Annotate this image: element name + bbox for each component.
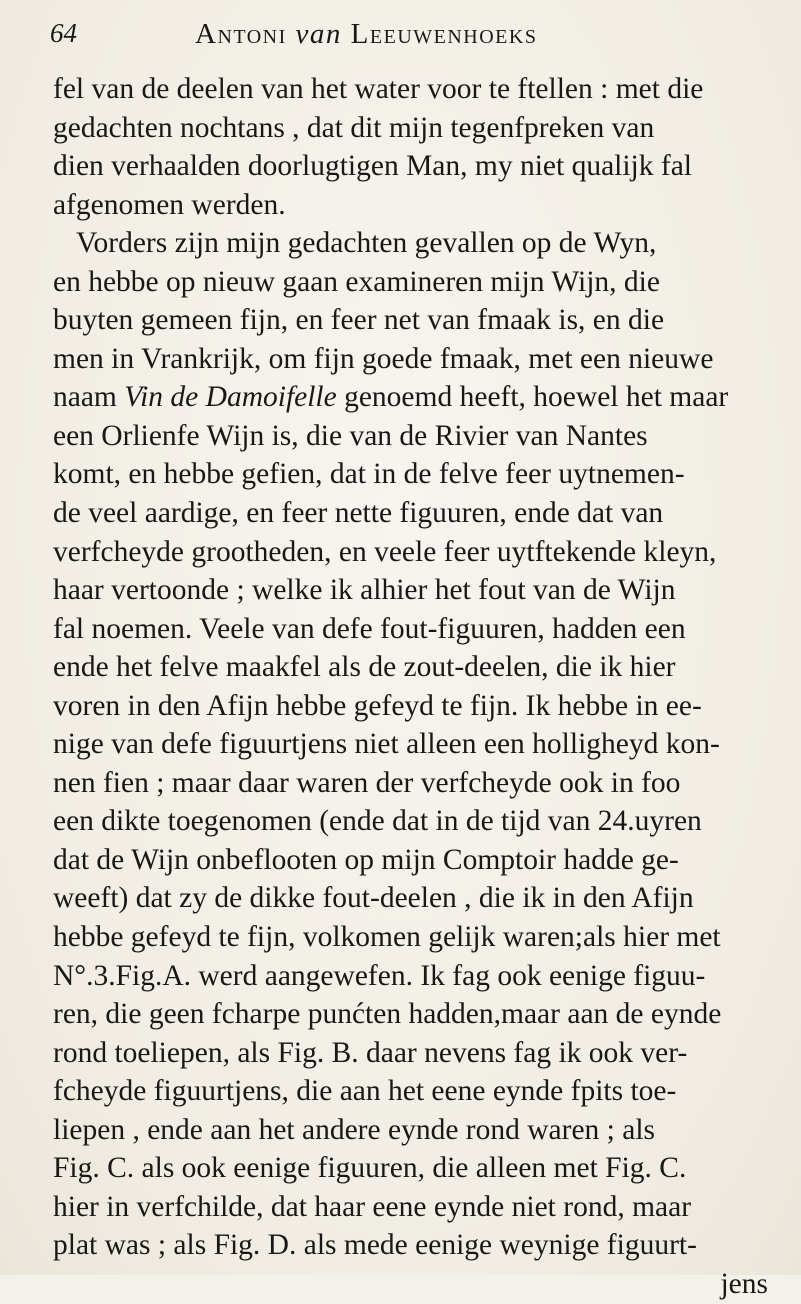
text-line: Vorders zijn mijn gedachten gevallen op de Wyn, xyxy=(76,227,657,260)
text-line: ende het felve maakfel als de zout-deelen, die ik hier xyxy=(53,651,676,684)
running-head-name: Antoni xyxy=(195,18,296,50)
text-line: voren in den Afijn hebbe gefeyd te fijn. Ik hebbe in ee- xyxy=(53,689,702,722)
text-line: nige van defe figuurtjens niet alleen een holligheyd kon- xyxy=(53,728,720,761)
text-line: gedachten nochtans , dat dit mijn tegenfpreken van xyxy=(53,111,655,144)
text-line: hier in verfchilde, dat haar eene eynde niet rond, maar xyxy=(53,1190,692,1223)
text-segment: naam xyxy=(53,381,125,414)
running-head xyxy=(195,18,537,51)
text-line: afgenomen werden. xyxy=(53,188,286,221)
text-line: fcheyde figuurtjens, die aan het eene eynde fpits toe- xyxy=(53,1075,677,1108)
text-line: plat was ; als Fig. D. als mede eenige weynige figuurt- xyxy=(53,1229,697,1262)
text-line: ren, die geen fcharpe punćten hadden,maar aan de eynde xyxy=(53,998,722,1031)
text-line: rond toeliepen, als Fig. B. daar nevens fag ik ook ver- xyxy=(53,1036,688,1069)
page-header xyxy=(50,14,761,58)
text-line: haar vertoonde ; welke ik alhier het fout van de Wijn xyxy=(53,574,676,607)
text-line: hebbe gefeyd te fijn, volkomen gelijk waren;als hier met xyxy=(53,921,721,954)
running-head-van: van xyxy=(295,18,342,50)
text-line: verfcheyde grootheden, en veele feer uytftekende kleyn, xyxy=(53,535,717,568)
text-line xyxy=(53,378,773,417)
body-text xyxy=(53,70,773,1304)
text-segment: genoemd heeft, hoewel het maar xyxy=(336,381,729,414)
text-line: men in Vrankrijk, om fijn goede fmaak, met een nieuwe xyxy=(53,342,714,375)
page-number: 64 xyxy=(50,18,77,48)
catchword: jens xyxy=(720,1267,768,1300)
text-line: N°.3.Fig.A. werd aangewefen. Ik fag ook eenige figuu- xyxy=(53,959,706,992)
text-line: liepen , ende aan het andere eynde rond waren ; als xyxy=(53,1113,656,1146)
text-line: fal noemen. Veele van defe fout-figuuren, hadden een xyxy=(53,612,686,645)
text-line: weeft) dat zy de dikke fout-deelen , die ik in den Afijn xyxy=(53,882,694,915)
text-line: fel van de deelen van het water voor te ftellen : met die xyxy=(53,73,704,105)
text-line: nen fien ; maar daar waren der verfcheyde ook in foo xyxy=(53,766,681,799)
text-line: dien verhaalden doorlugtigen Man, my niet qualijk fal xyxy=(53,150,692,183)
text-line: een Orlienfe Wijn is, die van de Rivier van Nantes xyxy=(53,419,648,452)
text-line: komt, en hebbe gefien, dat in de felve feer uytnemen- xyxy=(53,458,685,491)
text-line: dat de Wijn onbeflooten op mijn Comptoir hadde ge- xyxy=(53,843,679,876)
wine-name-italic: Vin de Damoifelle xyxy=(124,381,337,414)
text-line: en hebbe op nieuw gaan examineren mijn Wijn, die xyxy=(53,265,660,298)
running-head-surname: Leeuwenhoeks xyxy=(341,18,538,50)
text-line: de veel aardige, en feer nette figuuren, ende dat van xyxy=(53,497,664,530)
text-line: Fig. C. als ook eenige figuuren, die alleen met Fig. C. xyxy=(53,1152,687,1185)
text-line: een dikte toegenomen (ende dat in de tijd van 24.uyren xyxy=(53,805,702,838)
text-line: buyten gemeen fijn, en feer net van fmaak is, en die xyxy=(53,304,665,337)
